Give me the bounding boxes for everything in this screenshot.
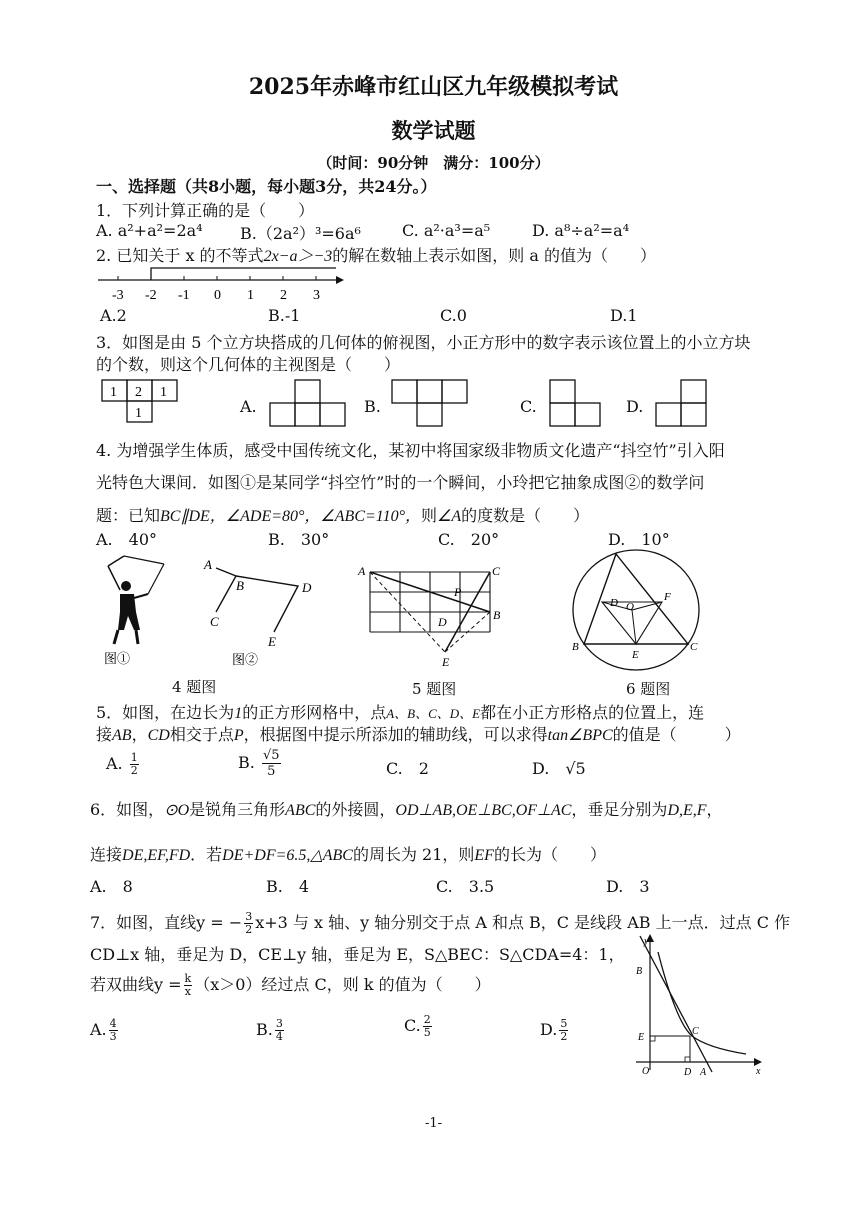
tick-label: -1 [178,288,190,303]
grid-count: 1 [160,385,167,400]
q7-line3-pre: 若双曲线y = [90,975,182,994]
q6-segments: DE,EF,FD [122,847,191,864]
q5-line1-post: 都在小正方形格点的位置上，连 [480,703,705,722]
point-label: B [493,608,501,622]
q6-line1-post: ，垂足分别为 [571,800,668,819]
q6-equation: DE+DF=6.5,△ABC [222,847,353,864]
point-label: F [664,591,671,603]
q5-b-fraction [262,748,281,779]
tick-label: -2 [145,288,157,303]
q2-option-a: A.2 [100,306,127,325]
grid-count: 2 [135,385,142,400]
tick-label: 1 [247,288,254,303]
numerator: 5 [560,1017,568,1030]
point-label: D [610,597,618,609]
q5-p: P [233,727,244,744]
q7-c-fraction [423,1014,432,1039]
q4-angle-a: ∠A [437,508,462,525]
point-label: E [632,649,639,661]
caption-q4: 4 题图 [172,678,217,696]
q7-slope-fraction [244,911,253,936]
q7-d-label: D. [540,1020,558,1039]
q7-option-b [256,1018,286,1043]
right-angle-mark [650,1036,655,1041]
point-label: C [690,641,698,653]
q7-c-label: C. [404,1016,421,1035]
q5-points: A、B、C、D、E [386,706,481,721]
q6-abc: ABC [285,802,316,819]
q5-line2-post: ，根据图中提示所添加的辅助线，可以求得 [243,725,548,744]
q7-a-fraction [109,1018,118,1043]
q4-option-d: D. 10° [608,530,670,549]
q7-hyperbola-fraction [184,973,193,998]
q5-option-d: D. √5 [532,759,586,778]
numerator: 3 [275,1017,283,1030]
point-label: E [442,655,450,669]
q1-option-c: C. a²·a³=a⁵ [402,221,491,240]
q6-line1-pre: 6．如图， [90,800,165,819]
line-ab [640,936,712,1072]
numerator: √5 [262,748,280,763]
q6-ef: EF [474,847,494,864]
point-label: A [700,1067,707,1078]
q2-stem-post: 的解在数轴上表示如图，则 a 的值为（ ） [332,246,656,265]
q3-top-view-grid [100,378,182,426]
q7-option-c [404,1014,434,1039]
q1-stem: 1．下列计算正确的是（ ） [96,201,315,220]
point-label: P [454,585,462,599]
numerator: 1 [130,751,138,764]
q7-line3-post: （x＞0）经过点 C，则 k 的值为（ ） [194,975,491,994]
q6-line1-mid2: 的外接圆， [315,800,396,819]
q6-perpendiculars: OD⊥AB,OE⊥BC,OF⊥AC [395,802,572,819]
q4-option-b: B. 30° [268,530,330,549]
q6-figure-circle [566,548,716,676]
q5-option-b [238,748,283,779]
q3-line1: 3．如图是由 5 个立方块搭成的几何体的俯视图，小正方形中的数字表示该位置上的小立方块 [96,333,751,352]
q2-option-b: B.-1 [268,306,301,325]
grid-lines [370,572,490,632]
q5-side-length: 1 [234,705,243,722]
q4-line3-post: 的度数是（ ） [461,506,590,525]
q4-line1: 4. 为增强学生体质，感受中国传统文化，某初中将国家级非物质文化遗产“抖空竹”引入阳 [96,441,725,460]
q6-line2-pre: 连接 [90,845,123,864]
q3-option-c-figure [548,378,606,428]
q6-circle: ⊙O [164,802,190,819]
denominator: 4 [275,1030,283,1043]
q7-b-fraction [275,1018,284,1043]
q5-option-c: C. 2 [386,759,429,778]
q7-b-label: B. [256,1020,273,1039]
q5-line2-mid2: 相交于点 [169,725,234,744]
point-label: B [572,641,579,653]
q7-a-label: A. [90,1020,107,1039]
q6-feet: D,E,F [667,802,707,819]
q6-line2-post: 的长为（ ） [493,845,606,864]
grid-count: 1 [135,406,142,421]
q6-option-d: D. 3 [606,877,650,896]
q4-given: BC∥DE，∠ADE=80°，∠ABC=110°， [160,508,422,525]
numerator: 4 [109,1017,117,1030]
exam-subtitle: 数学试题 [391,118,476,143]
q6-option-b: B. 4 [266,877,310,896]
q6-line2-mid2: 的周长为 21，则 [352,845,475,864]
numerator: k [184,972,192,985]
q5-line1 [96,700,704,723]
denominator: 3 [109,1030,117,1043]
point-label: B [236,578,244,593]
q1-option-b: B.（2a²）³=6a⁶ [240,224,361,243]
q3-option-d-figure [654,378,712,428]
q4-option-a: A. 40° [96,530,158,549]
q4-line2: 光特色大课间．如图①是某同学“抖空竹”时的一个瞬间，小玲把它抽象成图②的数学问 [96,473,705,492]
tick-label: 0 [214,288,221,303]
fig2-caption: 图② [232,652,259,667]
denominator: 2 [560,1030,568,1043]
q4-figure-1-diabolo-player [96,550,196,670]
point-label: D [438,615,447,629]
q4-line3-mid: 则 [421,506,438,525]
q1-option-a: A. a²+a²=2a⁴ [96,221,203,240]
q6-option-a: A. 8 [90,877,133,896]
grid-count: 1 [110,385,117,400]
point-label: A [204,557,212,572]
q7-d-fraction [559,1018,568,1043]
numerator: 2 [423,1013,431,1026]
tick-label: -3 [112,288,124,303]
q5-ab: AB [112,727,132,744]
q5-a-fraction [130,752,139,777]
q5-line1-mid: 的正方形网格中，点 [242,703,387,722]
q3-option-a-label: A. [240,397,257,416]
point-label: C [492,564,501,578]
q7-line1-post: x+3 与 x 轴、y 轴分别交于点 A 和点 B，C 是线段 AB 上一点．过点 C 作 [255,913,791,932]
fig1-caption: 图① [104,651,131,666]
caption-q6: 6 题图 [626,680,671,698]
point-label: O [626,601,634,613]
q7-option-d [540,1018,570,1043]
q2-number-line [96,262,346,304]
x-axis-arrow [754,1058,762,1066]
q4-line3 [96,503,589,526]
number-line-arrow [336,276,344,284]
q6-line1-end: ， [706,800,723,819]
q4-option-c: C. 20° [438,530,500,549]
right-angle-mark [685,1057,690,1062]
hyperbola-curve [658,952,746,1054]
q5-line2 [96,722,741,745]
q2-stem-pre: 2. 已知关于 x 的不等式 [96,246,264,265]
point-label: D [302,580,312,595]
q6-option-c: C. 3.5 [436,877,495,896]
point-label: B [636,966,643,977]
q5-tan: tan∠BPC [547,727,613,744]
q6-line1-mid: 是锐角三角形 [189,800,286,819]
denominator: x [184,985,191,998]
axis-label: x [756,1066,761,1077]
q5-a-label: A. [106,754,123,773]
q5-figure-grid [354,562,514,672]
point-label: E [268,634,276,649]
q7-line3 [90,972,491,998]
q5-cd: CD [147,727,170,744]
point-label: O [642,1066,650,1077]
q4-line3-pre: 题：已知 [96,506,161,525]
denominator: 2 [245,923,253,936]
q5-b-label: B. [238,753,255,772]
caption-q5: 5 题图 [412,680,457,698]
q3-option-a-figure [268,378,350,428]
denominator: 2 [130,764,138,777]
tick-label: 3 [313,288,320,303]
q2-option-d: D.1 [610,306,638,325]
q2-option-c: C.0 [440,306,467,325]
denominator: 5 [267,764,276,779]
q5-line2-mid: ， [131,725,148,744]
q1-option-d: D. a⁸÷a²=a⁴ [532,221,630,240]
q3-option-d-label: D. [626,397,644,416]
q3-option-b-label: B. [364,397,381,416]
tick-label: 2 [280,288,287,303]
q5-line2-end: 的值是（ ） [612,725,741,744]
q6-line1 [90,797,723,820]
exam-meta: （时间：90分钟 满分：100分） [317,154,550,172]
point-label: C [210,614,219,629]
point-label: D [684,1067,692,1078]
point-label: E [638,1032,645,1043]
q6-line2-mid: ．若 [190,845,223,864]
q5-line1-pre: 5．如图，在边长为 [96,703,235,722]
q7-line1-pre: 7．如图，直线y = − [90,913,243,932]
q5-line2-pre: 接 [96,725,113,744]
triangle-abc [584,554,688,644]
q7-figure-coordinate [628,932,768,1080]
point-label: C [692,1026,699,1037]
q3-option-b-figure [390,378,472,428]
q5-option-a [106,752,141,777]
q3-line2: 的个数，则这个几何体的主视图是（ ） [96,355,401,374]
denominator: 5 [423,1026,431,1039]
point-label: A [358,564,366,578]
q2-inequality: 2x−a＞−3 [263,248,333,265]
page-number: -1- [424,1116,443,1131]
q4-figure-2-geometry [200,556,320,668]
q7-option-a [90,1018,120,1043]
q3-option-c-label: C. [520,397,537,416]
q7-line2: CD⊥x 轴，垂足为 D，CE⊥y 轴，垂足为 E，S△BEC：S△CDA=4：1， [90,945,625,964]
numerator: 3 [245,910,253,923]
q6-line2 [90,842,606,865]
solution-bracket [151,268,336,280]
exam-title: 2025年赤峰市红山区九年级模拟考试 [248,74,619,100]
axis-label: y [644,936,649,947]
section-heading: 一、选择题（共8小题，每小题3分，共24分。） [96,177,437,196]
